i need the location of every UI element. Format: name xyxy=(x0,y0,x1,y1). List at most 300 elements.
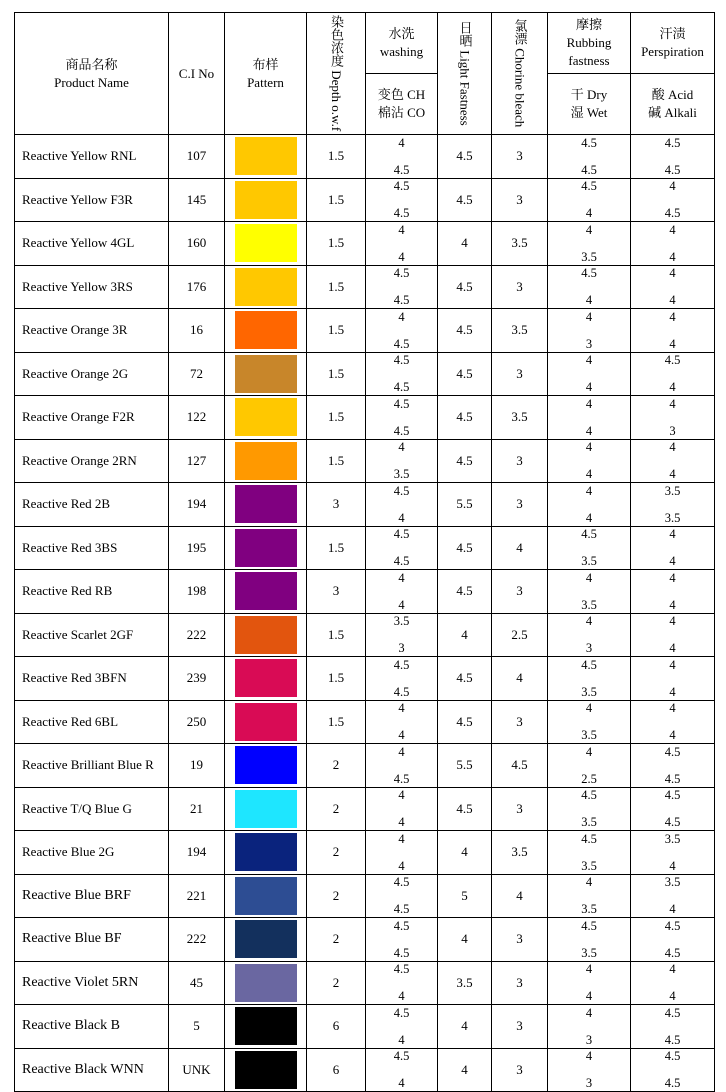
rubbing-dry-value: 4 xyxy=(585,1049,593,1064)
depth-value: 1.5 xyxy=(307,526,366,570)
persp-alkali-value: 4.5 xyxy=(664,162,681,177)
washing-co-value: 4 xyxy=(398,728,405,743)
pattern-cell xyxy=(225,526,307,570)
table-row xyxy=(15,396,715,440)
rubbing-dry-value: 4 xyxy=(585,353,593,368)
depth-value: 2 xyxy=(307,831,366,875)
washing-ch-value: 4 xyxy=(398,788,405,803)
product-name: Reactive Red 2B xyxy=(15,483,169,527)
rubbing-dry-value: 4.5 xyxy=(581,527,597,542)
header-persp-alkali: 碱 Alkali xyxy=(648,105,697,120)
ci-number: 239 xyxy=(169,657,225,701)
washing-co-value: 4.5 xyxy=(393,902,410,917)
chlorine-value: 3 xyxy=(492,1005,548,1049)
header-depth xyxy=(307,13,366,135)
persp-alkali-value: 4 xyxy=(669,554,676,569)
chlorine-value: 3 xyxy=(492,918,548,962)
header-light-label: 日晒 Light Fastness xyxy=(457,21,473,126)
persp-acid-value: 4 xyxy=(669,962,676,977)
persp-alkali-value: 4.5 xyxy=(664,771,681,786)
persp-acid-value: 3.5 xyxy=(664,875,681,890)
persp-acid-value: 4 xyxy=(669,396,676,411)
perspiration-values xyxy=(631,439,715,483)
washing-values xyxy=(366,1048,438,1092)
pattern-cell xyxy=(225,613,307,657)
washing-values xyxy=(366,483,438,527)
perspiration-values xyxy=(631,178,715,222)
ci-number: 145 xyxy=(169,178,225,222)
header-chlorine-label: 氯漂 Chorine bleach xyxy=(512,19,528,128)
washing-ch-value: 4.5 xyxy=(393,875,410,890)
rubbing-values xyxy=(548,265,631,309)
persp-acid-value: 4 xyxy=(669,614,676,629)
rubbing-wet-value: 3 xyxy=(585,1032,593,1047)
header-pattern xyxy=(225,13,307,135)
rubbing-dry-value: 4 xyxy=(585,744,593,759)
rubbing-values xyxy=(548,570,631,614)
persp-acid-value: 4.5 xyxy=(664,744,681,759)
chlorine-value: 4.5 xyxy=(492,744,548,788)
header-ci-no xyxy=(169,13,225,135)
depth-value: 1.5 xyxy=(307,700,366,744)
rubbing-wet-value: 3.5 xyxy=(581,902,597,917)
perspiration-values xyxy=(631,918,715,962)
ci-number: 16 xyxy=(169,309,225,353)
rubbing-dry-value: 4.5 xyxy=(581,179,597,194)
depth-value: 6 xyxy=(307,1005,366,1049)
perspiration-values xyxy=(631,874,715,918)
table-row xyxy=(15,570,715,614)
rubbing-values xyxy=(548,874,631,918)
washing-values xyxy=(366,352,438,396)
persp-alkali-value: 4.5 xyxy=(664,945,681,960)
pattern-cell xyxy=(225,1005,307,1049)
ci-number: UNK xyxy=(169,1048,225,1092)
persp-acid-value: 4.5 xyxy=(664,1049,681,1064)
product-name: Reactive Blue 2G xyxy=(15,831,169,875)
product-name: Reactive Orange F2R xyxy=(15,396,169,440)
washing-ch-value: 4.5 xyxy=(393,657,410,672)
washing-co-value: 4.5 xyxy=(393,380,410,395)
product-name: Reactive Black B xyxy=(15,1005,169,1049)
perspiration-values xyxy=(631,744,715,788)
header-perspiration xyxy=(631,13,715,74)
color-swatch xyxy=(235,1007,297,1045)
chlorine-value: 3 xyxy=(492,135,548,179)
pattern-cell xyxy=(225,265,307,309)
color-swatch xyxy=(235,355,297,393)
color-swatch xyxy=(235,1051,297,1089)
washing-values xyxy=(366,222,438,266)
rubbing-dry-value: 4 xyxy=(585,222,593,237)
perspiration-values xyxy=(631,309,715,353)
washing-co-value: 3.5 xyxy=(393,467,410,482)
light-value: 4.5 xyxy=(438,396,492,440)
product-name: Reactive Red 6BL xyxy=(15,700,169,744)
rubbing-values xyxy=(548,439,631,483)
washing-ch-value: 4 xyxy=(398,744,405,759)
light-value: 4.5 xyxy=(438,526,492,570)
light-value: 4.5 xyxy=(438,570,492,614)
rubbing-dry-value: 4.5 xyxy=(581,266,597,281)
header-product-en: Product Name xyxy=(54,74,129,90)
persp-alkali-value: 4.5 xyxy=(664,206,681,221)
table-row xyxy=(15,352,715,396)
chlorine-value: 3 xyxy=(492,265,548,309)
persp-acid-value: 3.5 xyxy=(664,831,681,846)
depth-value: 1.5 xyxy=(307,265,366,309)
color-swatch xyxy=(235,485,297,523)
chlorine-value: 4 xyxy=(492,657,548,701)
color-swatch xyxy=(235,529,297,567)
pattern-cell xyxy=(225,178,307,222)
persp-acid-value: 4.5 xyxy=(664,1005,681,1020)
washing-ch-value: 4 xyxy=(398,222,405,237)
perspiration-values xyxy=(631,135,715,179)
persp-acid-value: 4 xyxy=(669,440,676,455)
header-washing xyxy=(366,13,438,74)
product-name: Reactive Orange 2RN xyxy=(15,439,169,483)
chlorine-value: 3 xyxy=(492,178,548,222)
rubbing-dry-value: 4 xyxy=(585,875,593,890)
depth-value: 1.5 xyxy=(307,439,366,483)
washing-ch-value: 3.5 xyxy=(393,614,410,629)
chlorine-value: 3 xyxy=(492,787,548,831)
persp-acid-value: 4.5 xyxy=(664,918,681,933)
perspiration-values xyxy=(631,526,715,570)
product-name: Reactive Red 3BFN xyxy=(15,657,169,701)
ci-number: 122 xyxy=(169,396,225,440)
rubbing-wet-value: 3 xyxy=(585,1076,593,1091)
header-rubbing-en1: Rubbing xyxy=(566,35,612,50)
depth-value: 2 xyxy=(307,961,366,1005)
product-name: Reactive Yellow F3R xyxy=(15,178,169,222)
washing-values xyxy=(366,570,438,614)
table-row xyxy=(15,222,715,266)
perspiration-values xyxy=(631,265,715,309)
washing-values xyxy=(366,744,438,788)
product-name: Reactive Orange 2G xyxy=(15,352,169,396)
product-name: Reactive Brilliant Blue R xyxy=(15,744,169,788)
washing-values xyxy=(366,135,438,179)
product-name: Reactive T/Q Blue G xyxy=(15,787,169,831)
rubbing-wet-value: 3.5 xyxy=(581,249,597,264)
product-name: Reactive Black WNN xyxy=(15,1048,169,1092)
chlorine-value: 4 xyxy=(492,526,548,570)
rubbing-values xyxy=(548,744,631,788)
rubbing-values xyxy=(548,1005,631,1049)
washing-ch-value: 4 xyxy=(398,135,405,150)
rubbing-wet-value: 4 xyxy=(585,989,593,1004)
color-swatch xyxy=(235,790,297,828)
light-value: 3.5 xyxy=(438,961,492,1005)
table-row xyxy=(15,309,715,353)
perspiration-values xyxy=(631,613,715,657)
rubbing-dry-value: 4.5 xyxy=(581,831,597,846)
rubbing-values xyxy=(548,700,631,744)
rubbing-wet-value: 3.5 xyxy=(581,815,597,830)
pattern-cell xyxy=(225,657,307,701)
washing-co-value: 4 xyxy=(398,510,405,525)
table-row xyxy=(15,918,715,962)
product-name: Reactive Red 3BS xyxy=(15,526,169,570)
table-row xyxy=(15,700,715,744)
washing-values xyxy=(366,918,438,962)
header-persp-en: Perspiration xyxy=(641,44,704,59)
table-row xyxy=(15,831,715,875)
washing-ch-value: 4.5 xyxy=(393,483,410,498)
header-depth-label: 染色浓度 Depth o.w.f xyxy=(329,15,344,132)
rubbing-dry-value: 4 xyxy=(585,962,593,977)
rubbing-dry-value: 4 xyxy=(585,701,593,716)
table-row xyxy=(15,265,715,309)
ci-number: 5 xyxy=(169,1005,225,1049)
persp-acid-value: 4 xyxy=(669,657,676,672)
header-ci-label: C.I No xyxy=(178,65,215,81)
washing-ch-value: 4 xyxy=(398,831,405,846)
light-value: 4.5 xyxy=(438,700,492,744)
ci-number: 107 xyxy=(169,135,225,179)
color-swatch xyxy=(235,877,297,915)
depth-value: 1.5 xyxy=(307,352,366,396)
ci-number: 45 xyxy=(169,961,225,1005)
pattern-cell xyxy=(225,570,307,614)
depth-value: 1.5 xyxy=(307,178,366,222)
depth-value: 6 xyxy=(307,1048,366,1092)
ci-number: 72 xyxy=(169,352,225,396)
table-row xyxy=(15,483,715,527)
table-row xyxy=(15,135,715,179)
persp-alkali-value: 4 xyxy=(669,293,676,308)
pattern-cell xyxy=(225,222,307,266)
light-value: 5 xyxy=(438,874,492,918)
persp-alkali-value: 4 xyxy=(669,989,676,1004)
depth-value: 1.5 xyxy=(307,309,366,353)
washing-ch-value: 4.5 xyxy=(393,179,410,194)
color-swatch xyxy=(235,398,297,436)
perspiration-values xyxy=(631,961,715,1005)
washing-co-value: 4 xyxy=(398,1076,405,1091)
chlorine-value: 3 xyxy=(492,570,548,614)
chlorine-value: 3.5 xyxy=(492,309,548,353)
washing-co-value: 4.5 xyxy=(393,554,410,569)
color-swatch xyxy=(235,659,297,697)
persp-acid-value: 4 xyxy=(669,179,676,194)
persp-alkali-value: 4 xyxy=(669,902,676,917)
pattern-cell xyxy=(225,744,307,788)
rubbing-wet-value: 3.5 xyxy=(581,554,597,569)
table-row xyxy=(15,874,715,918)
header-persp-acid: 酸 Acid xyxy=(651,87,694,102)
rubbing-dry-value: 4.5 xyxy=(581,135,597,150)
rubbing-dry-value: 4 xyxy=(585,309,593,324)
pattern-cell xyxy=(225,483,307,527)
persp-alkali-value: 4 xyxy=(669,728,676,743)
rubbing-values xyxy=(548,918,631,962)
washing-co-value: 4.5 xyxy=(393,684,410,699)
rubbing-dry-value: 4.5 xyxy=(581,657,597,672)
rubbing-values xyxy=(548,396,631,440)
product-name: Reactive Orange 3R xyxy=(15,309,169,353)
depth-value: 1.5 xyxy=(307,396,366,440)
table-row xyxy=(15,439,715,483)
washing-values xyxy=(366,961,438,1005)
rubbing-values xyxy=(548,309,631,353)
light-value: 4 xyxy=(438,1005,492,1049)
rubbing-wet-value: 3.5 xyxy=(581,858,597,873)
depth-value: 1.5 xyxy=(307,222,366,266)
header-washing-sub xyxy=(366,74,438,135)
persp-acid-value: 4 xyxy=(669,527,676,542)
washing-ch-value: 4.5 xyxy=(393,918,410,933)
header-washing-co: 棉沾 CO xyxy=(377,105,426,120)
depth-value: 1.5 xyxy=(307,613,366,657)
chlorine-value: 3.5 xyxy=(492,222,548,266)
perspiration-values xyxy=(631,700,715,744)
rubbing-wet-value: 4.5 xyxy=(581,162,597,177)
color-swatch xyxy=(235,920,297,958)
header-product-name xyxy=(15,13,169,135)
washing-values xyxy=(366,396,438,440)
washing-values xyxy=(366,439,438,483)
table-row xyxy=(15,961,715,1005)
perspiration-values xyxy=(631,352,715,396)
rubbing-wet-value: 3.5 xyxy=(581,728,597,743)
color-swatch xyxy=(235,311,297,349)
pattern-cell xyxy=(225,787,307,831)
rubbing-wet-value: 3.5 xyxy=(581,684,597,699)
persp-alkali-value: 4 xyxy=(669,641,676,656)
washing-values xyxy=(366,1005,438,1049)
rubbing-dry-value: 4.5 xyxy=(581,918,597,933)
rubbing-wet-value: 4 xyxy=(585,423,593,438)
washing-values xyxy=(366,787,438,831)
rubbing-wet-value: 4 xyxy=(585,380,593,395)
persp-acid-value: 4.5 xyxy=(664,353,681,368)
pattern-cell xyxy=(225,352,307,396)
chlorine-value: 3 xyxy=(492,961,548,1005)
washing-ch-value: 4.5 xyxy=(393,962,410,977)
light-value: 4.5 xyxy=(438,439,492,483)
depth-value: 1.5 xyxy=(307,657,366,701)
rubbing-wet-value: 4 xyxy=(585,293,593,308)
ci-number: 194 xyxy=(169,831,225,875)
washing-values xyxy=(366,309,438,353)
rubbing-dry-value: 4.5 xyxy=(581,788,597,803)
color-swatch xyxy=(235,703,297,741)
table-header xyxy=(15,13,715,135)
color-swatch xyxy=(235,746,297,784)
rubbing-values xyxy=(548,961,631,1005)
chlorine-value: 3.5 xyxy=(492,831,548,875)
light-value: 4.5 xyxy=(438,657,492,701)
color-swatch xyxy=(235,833,297,871)
persp-alkali-value: 4 xyxy=(669,597,676,612)
color-swatch xyxy=(235,442,297,480)
ci-number: 176 xyxy=(169,265,225,309)
product-name: Reactive Blue BRF xyxy=(15,874,169,918)
washing-values xyxy=(366,874,438,918)
light-value: 4.5 xyxy=(438,787,492,831)
rubbing-wet-value: 4 xyxy=(585,206,593,221)
light-value: 4 xyxy=(438,222,492,266)
header-pattern-cn: 布样 xyxy=(252,56,279,72)
persp-acid-value: 4 xyxy=(669,570,676,585)
header-rubbing-wet: 湿 Wet xyxy=(570,105,608,120)
persp-alkali-value: 4 xyxy=(669,684,676,699)
color-swatch xyxy=(235,964,297,1002)
header-rubbing xyxy=(548,13,631,74)
color-swatch xyxy=(235,616,297,654)
washing-ch-value: 4 xyxy=(398,440,405,455)
table-row xyxy=(15,1005,715,1049)
chlorine-value: 3 xyxy=(492,1048,548,1092)
header-rubbing-sub xyxy=(548,74,631,135)
washing-co-value: 4 xyxy=(398,989,405,1004)
pattern-cell xyxy=(225,396,307,440)
rubbing-wet-value: 4 xyxy=(585,467,593,482)
ci-number: 127 xyxy=(169,439,225,483)
washing-ch-value: 4.5 xyxy=(393,266,410,281)
table-row xyxy=(15,1048,715,1092)
depth-value: 3 xyxy=(307,483,366,527)
light-value: 4.5 xyxy=(438,135,492,179)
header-rubbing-cn: 摩擦 xyxy=(575,17,602,32)
header-washing-cn: 水洗 xyxy=(388,26,415,41)
header-washing-ch: 变色 CH xyxy=(377,87,426,102)
product-name: Reactive Yellow 4GL xyxy=(15,222,169,266)
chlorine-value: 3 xyxy=(492,700,548,744)
washing-ch-value: 4.5 xyxy=(393,353,410,368)
color-swatch xyxy=(235,181,297,219)
chlorine-value: 3 xyxy=(492,352,548,396)
pattern-cell xyxy=(225,831,307,875)
persp-acid-value: 4.5 xyxy=(664,788,681,803)
washing-values xyxy=(366,831,438,875)
perspiration-values xyxy=(631,657,715,701)
pattern-cell xyxy=(225,309,307,353)
perspiration-values xyxy=(631,787,715,831)
washing-ch-value: 4.5 xyxy=(393,1005,410,1020)
washing-co-value: 4.5 xyxy=(393,206,410,221)
ci-number: 19 xyxy=(169,744,225,788)
light-value: 4.5 xyxy=(438,265,492,309)
washing-co-value: 4 xyxy=(398,1032,405,1047)
color-swatch xyxy=(235,572,297,610)
rubbing-dry-value: 4 xyxy=(585,1005,593,1020)
color-swatch xyxy=(235,268,297,306)
persp-alkali-value: 4.5 xyxy=(664,815,681,830)
chlorine-value: 3.5 xyxy=(492,396,548,440)
chlorine-value: 4 xyxy=(492,874,548,918)
pattern-cell xyxy=(225,918,307,962)
rubbing-wet-value: 3.5 xyxy=(581,597,597,612)
rubbing-values xyxy=(548,613,631,657)
product-name: Reactive Red RB xyxy=(15,570,169,614)
depth-value: 3 xyxy=(307,570,366,614)
table-row xyxy=(15,526,715,570)
washing-co-value: 4.5 xyxy=(393,293,410,308)
rubbing-wet-value: 3.5 xyxy=(581,945,597,960)
persp-alkali-value: 3 xyxy=(669,423,676,438)
rubbing-values xyxy=(548,831,631,875)
persp-acid-value: 3.5 xyxy=(664,483,681,498)
washing-co-value: 4 xyxy=(398,858,405,873)
rubbing-wet-value: 3 xyxy=(585,641,593,656)
perspiration-values xyxy=(631,570,715,614)
table-row xyxy=(15,178,715,222)
washing-ch-value: 4.5 xyxy=(393,396,410,411)
